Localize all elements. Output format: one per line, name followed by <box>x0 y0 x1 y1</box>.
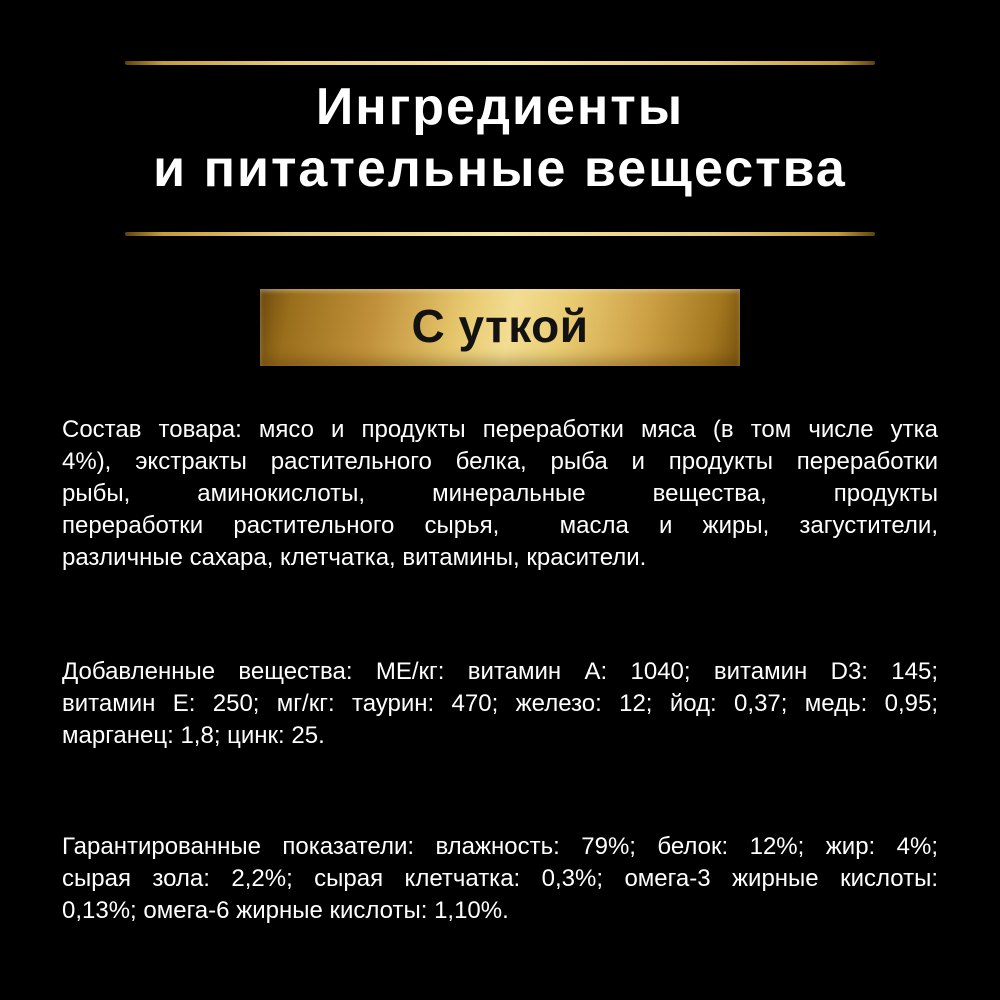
composition-line: 4%), экстракты растительного белка, рыба и продукты переработки <box>62 448 938 475</box>
additives-line: витамин Е: 250; мг/кг: таурин: 470; железо: 12; йод: 0,37; медь: 0,95; <box>62 690 938 717</box>
additives-line: Добавленные вещества: МЕ/кг: витамин А: 1040; витамин D3: 145; <box>62 658 938 685</box>
composition-line: рыбы, аминокислоты, минеральные вещества, продукты <box>62 480 938 507</box>
additives-paragraph <box>62 656 938 752</box>
divider-bottom <box>125 232 875 236</box>
page-title <box>0 76 1000 200</box>
guaranteed-analysis-line: 0,13%; омега-6 жирные кислоты: 1,10%. <box>62 897 509 924</box>
guaranteed-analysis-line: сырая зола: 2,2%; сырая клетчатка: 0,3%; омега-3 жирные кислоты: <box>62 865 938 892</box>
variant-badge <box>260 289 740 366</box>
additives-line: марганец: 1,8; цинк: 25. <box>62 722 325 749</box>
guaranteed-analysis-paragraph <box>62 831 938 927</box>
variant-badge-label: С уткой <box>411 299 589 352</box>
guaranteed-analysis-line: Гарантированные показатели: влажность: 79%; белок: 12%; жир: 4%; <box>62 833 938 860</box>
composition-line: Состав товара: мясо и продукты переработки мяса (в том числе утка <box>62 416 938 443</box>
composition-line: различные сахара, клетчатка, витамины, красители. <box>62 544 647 571</box>
title-line: Ингредиенты <box>315 78 685 136</box>
composition-paragraph <box>62 414 938 574</box>
title-line: и питательные вещества <box>153 140 847 198</box>
composition-line: переработки растительного сырья, масла и жиры, загустители, <box>62 512 938 539</box>
divider-top <box>125 61 875 65</box>
